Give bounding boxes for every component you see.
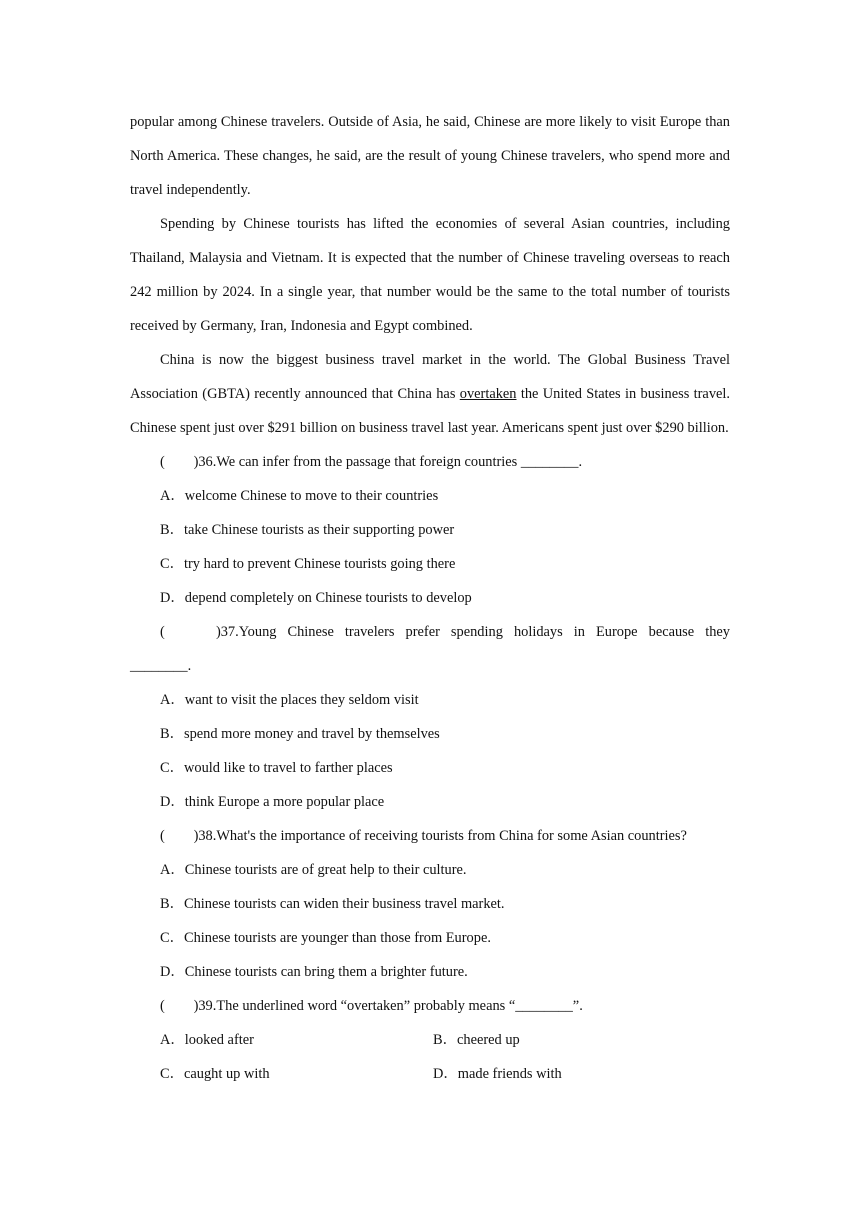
option-text: want to visit the places they seldom visit (184, 692, 419, 708)
option-text: think Europe a more popular place (184, 794, 385, 810)
option-letter: C． (160, 556, 184, 572)
reading-section (130, 105, 730, 1091)
question-39-option-b (433, 1023, 520, 1057)
option-text: Chinese tourists are younger than those from Europe. (184, 930, 491, 946)
question-39-options-row-1 (130, 1023, 730, 1057)
option-letter: D． (160, 794, 185, 810)
question-38-option-c (130, 921, 730, 955)
option-text: caught up with (184, 1066, 270, 1082)
paragraph-3-text-after: the United States in business travel. Chinese spent just over $291 billion on business travel last year. Americans spent just over $290 billion. (130, 386, 730, 436)
question-39-option-d (433, 1057, 562, 1091)
question-38-option-d (130, 955, 730, 989)
option-text: spend more money and travel by themselves (184, 726, 440, 742)
question-36-option-a (130, 479, 730, 513)
question-37-option-b (130, 717, 730, 751)
option-text: cheered up (457, 1032, 520, 1048)
option-letter: D． (433, 1066, 458, 1082)
option-text: depend completely on Chinese tourists to develop (184, 590, 472, 606)
passage-paragraph-1: popular among Chinese travelers. Outside of Asia, he said, Chinese are more likely to visit Europe than North America. These changes, he said, are the result of young Chinese travelers, who spend more and travel independently. (130, 114, 730, 198)
option-letter: D． (160, 964, 185, 980)
question-37-option-a (130, 683, 730, 717)
option-letter: A． (160, 1032, 185, 1048)
question-38-stem: ( )38.What's the importance of receiving tourists from China for some Asian countries? (160, 828, 687, 844)
option-letter: B． (433, 1032, 457, 1048)
option-letter: B． (160, 896, 184, 912)
question-39-option-c (160, 1066, 270, 1082)
passage-paragraph-3 (130, 343, 730, 445)
option-text: made friends with (457, 1066, 562, 1082)
option-letter: A． (160, 488, 185, 504)
question-38-option-a (130, 853, 730, 887)
question-36-option-b (130, 513, 730, 547)
question-36-stem: ( )36.We can infer from the passage that foreign countries ________. (160, 454, 583, 470)
question-37-option-c (130, 751, 730, 785)
paragraph-3-text-before: China is now the biggest business travel market in the world. The Global Business Travel Association (GBTA) recently announced that China has (130, 352, 730, 402)
question-38-option-b (130, 887, 730, 921)
question-36-option-c (130, 547, 730, 581)
option-text: Chinese tourists can widen their business travel market. (184, 896, 505, 912)
option-text: would like to travel to farther places (184, 760, 393, 776)
question-36-option-d (130, 581, 730, 615)
question-39-option-a (160, 1032, 254, 1048)
option-letter: B． (160, 726, 184, 742)
underlined-word: overtaken (459, 386, 517, 402)
option-letter: A． (160, 692, 185, 708)
option-letter: C． (160, 760, 184, 776)
option-letter: C． (160, 1066, 184, 1082)
question-39-stem: ( )39.The underlined word “overtaken” probably means “________”. (160, 998, 583, 1014)
question-37-stem-line-2: ________. (130, 658, 192, 674)
question-39-options-row-2 (130, 1057, 730, 1091)
option-letter: A． (160, 862, 185, 878)
option-text: Chinese tourists can bring them a brighter future. (184, 964, 468, 980)
option-text: looked after (184, 1032, 254, 1048)
option-text: welcome Chinese to move to their countries (184, 488, 439, 504)
option-text: try hard to prevent Chinese tourists going there (184, 556, 456, 572)
option-text: Chinese tourists are of great help to their culture. (184, 862, 467, 878)
option-text: take Chinese tourists as their supporting power (184, 522, 455, 538)
option-letter: D． (160, 590, 185, 606)
question-37-option-d (130, 785, 730, 819)
question-37-stem-line-1: ( )37.Young Chinese travelers prefer spending holidays in Europe because they (160, 624, 730, 640)
option-letter: C． (160, 930, 184, 946)
option-letter: B． (160, 522, 184, 538)
passage-paragraph-2: Spending by Chinese tourists has lifted the economies of several Asian countries, including Thailand, Malaysia and Vietnam. It is expected that the number of Chinese traveling overseas to reach 242 million by 2024. In a single year, that number would be the same to the total number of tourists received by Germany, Iran, Indonesia and Egypt combined. (130, 216, 730, 334)
